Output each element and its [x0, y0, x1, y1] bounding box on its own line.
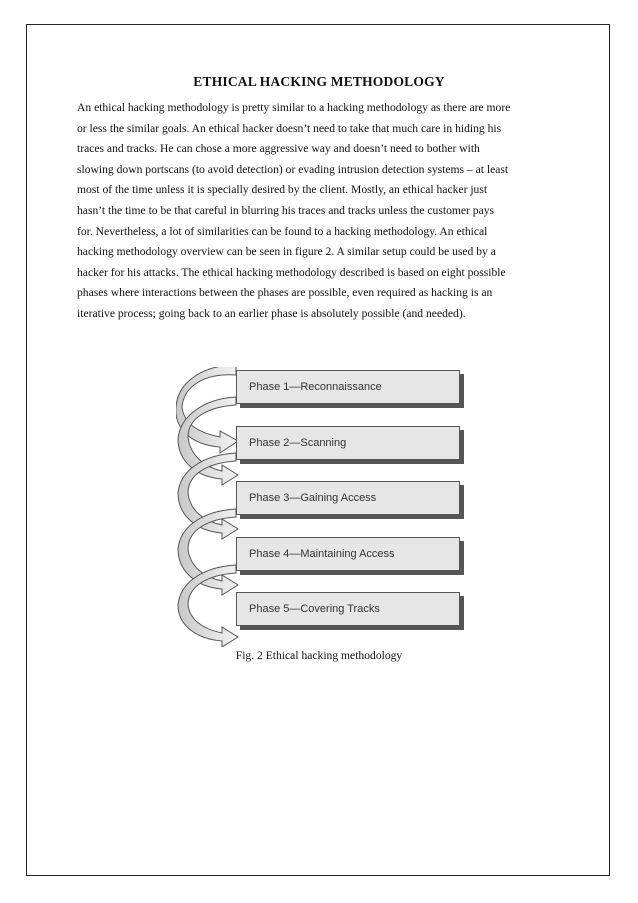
paragraph-line: traces and tracks. He can chose a more aggressive way and doesn’t need to bother with	[77, 142, 480, 156]
paragraph-line: An ethical hacking methodology is pretty similar to a hacking methodology as there are more	[77, 101, 511, 114]
curl-arrow	[178, 509, 238, 595]
paragraph-line: most of the time unless it is specially desired by the client. Mostly, an ethical hacker just	[77, 183, 488, 197]
figure-caption: Fig. 2 Ethical hacking methodology	[235, 649, 403, 662]
page-title: ETHICAL HACKING METHODOLOGY	[193, 74, 445, 89]
phase-2-box: Phase 2—Scanning	[236, 426, 460, 460]
paragraph-line: for. Nevertheless, a lot of similarities can be found to a hacking methodology. An ethical	[77, 224, 488, 238]
phase-5-box: Phase 5—Covering Tracks	[236, 592, 460, 626]
phase-3-box: Phase 3—Gaining Access	[236, 481, 460, 515]
paragraph-line: hacking methodology overview can be seen in figure 2. A similar setup could be used by a	[77, 245, 496, 259]
curl-arrow	[178, 565, 238, 647]
paragraph-line: iterative process; going back to an earlier phase is absolutely possible (and needed).	[77, 306, 466, 320]
body-paragraph	[77, 98, 563, 325]
paragraph-line: hasn’t the time to be that careful in blurring his traces and tracks unless the customer pays	[77, 203, 495, 217]
paragraph-line: hacker for his attacks. The ethical hacking methodology described is based on eight possible	[77, 265, 506, 279]
paragraph-line: slowing down portscans (to avoid detection) or evading intrusion detection systems – at least	[77, 162, 509, 176]
phase-4-box: Phase 4—Maintaining Access	[236, 537, 460, 571]
curl-arrow	[178, 453, 238, 539]
methodology-figure	[176, 367, 466, 647]
phase-1-box: Phase 1—Reconnaissance	[236, 370, 460, 404]
paragraph-line: or less the similar goals. An ethical hacker doesn’t need to take that much care in hiding his	[77, 121, 502, 135]
paragraph-line: phases where interactions between the phases are possible, even required as hacking is an	[77, 286, 493, 300]
